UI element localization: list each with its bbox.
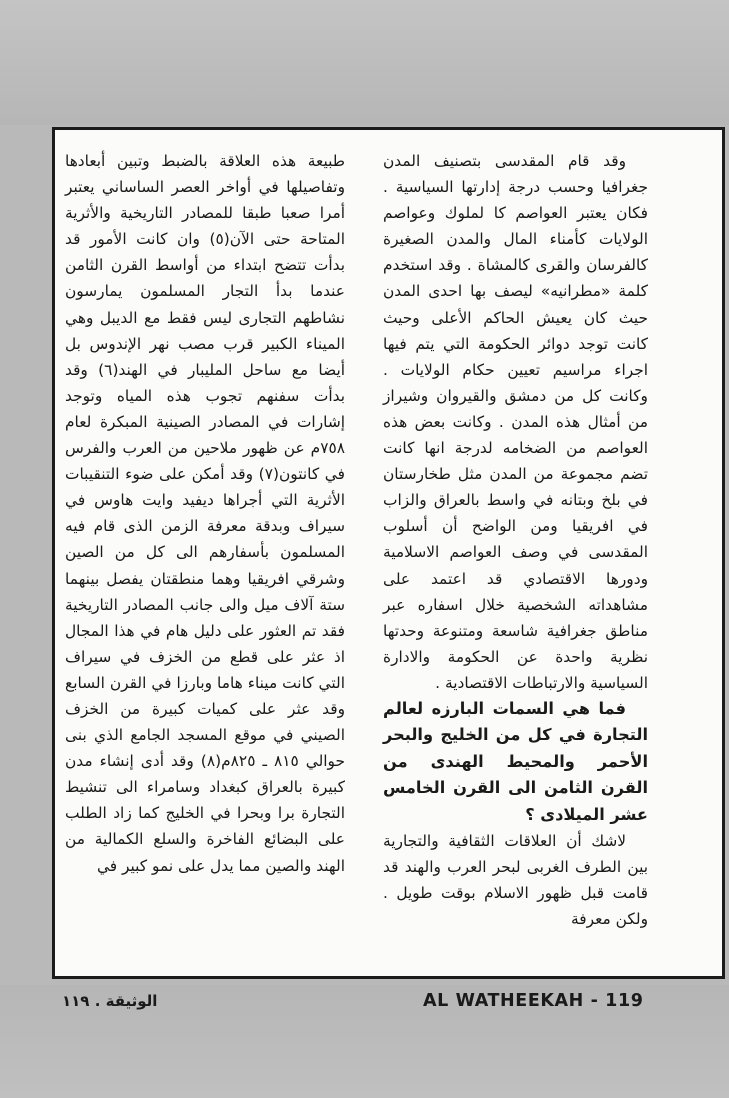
question-heading: فما هي السمات البارزه لعالم التجارة في كل من الخليج والبحر الأحمر والمحيط الهندى من القرن الثامن الى القرن الخامس عشر الميلادى ؟ (383, 698, 648, 824)
left-text-column (65, 148, 345, 879)
paragraph-trade-relations: لاشك أن العلاقات الثقافية والتجارية بين الطرف الغربى لبحر العرب والهند قد قامت قبل ظهور الاسلام بوقت طويل . ولكن معرفة (383, 832, 648, 929)
article-page-frame (52, 127, 725, 979)
paragraph-capitals-classification: وقد قام المقدسى بتصنيف المدن جغرافيا وحسب درجة إدارتها السياسية . فكان يعتبر العواصم كا لملوك وعواصم الولايات كأمناء المال والمدن الصغيرة كالفرسان والقرى كالمشاة . وقد استخدم كلمة «مطرانيه» ليصف بها احدى المدن حيث كان يعيش الحاكم الأعلى وحيث كانت توجد دوائر الحكومة التي يتم فيها اجراء مراسيم تعيين حكام الولايات . وكانت كل من دمشق والقيروان وشيراز من أمثال هذه المدن . وكانت بعض هذه العواصم من الضخامه لدرجة انها كانت تضم مجموعة من المدن مثل طخارستان في بلخ وبتانه في واسط بالعراق والزاب في افريقيا ومن الواضح أن أسلوب المقدسى في وصف العواصم الاسلامية ودورها الاقتصادي قد اعتمد على مشاهداته الشخصية خلال اسفاره عبر مناطق جغرافية شاسعة ومتنوعة وحدتها نظرية واحدة عن الحكومة والادارة السياسية والارتباطات الاقتصادية . (383, 152, 648, 692)
right-text-column (383, 148, 648, 932)
page-footer (0, 988, 729, 1028)
scan-background-top (0, 0, 729, 125)
arabic-page-number: الوثيقة . ١١٩ (62, 992, 158, 1010)
english-page-number: AL WATHEEKAH - 119 (423, 991, 644, 1011)
paragraph-trade-history: طبيعة هذه العلاقة بالضبط وتبين أبعادها وتفاصيلها في أواخر العصر الساساني يعتبر أمرا صعبا طبقا للمصادر التاريخية والأثرية المتاحة حتى الآن(٥) وان كانت الأمور قد بدأت تتضح ابتداء من أواسط القرن الثامن عندما بدأ التجار المسلمون يمارسون نشاطهم التجارى ليس فقط مع الديبل وهي الميناء الكبير قرب مصب نهر الإندوس بل أيضا مع ساحل المليبار في الهند(٦) وقد بدأت سفنهم تجوب هذه المياه وتوجد إشارات في المصادر الصينية المبكرة لعام ٧٥٨م عن ظهور ملاحين من العرب والفرس في كانتون(٧) وقد أمكن على ضوء التنقيبات الأثرية التي أجراها ديفيد وايت هاوس في سيراف وبدقة معرفة الزمن الذى قام فيه المسلمون بأسفارهم الى كل من الصين وشرقي افريقيا وهما منطقتان يفصل بينهما ستة آلاف ميل والى جانب المصادر التاريخية فقد تم العثور على دليل هام في هذا المجال اذ عثر على قطع من الخزف في سيراف التي كانت ميناء هاما وبارزا في القرن السابع وقد عثر على كميات كبيرة من الخزف الصيني في موقع المسجد الجامع الذي بنى حوالي ٨١٥ ـ ٨٢٥م(٨) وقد أدى إنشاء مدن كبيرة بالعراق كبغداد وسامراء الى تنشيط التجارة برا وبحرا في الخليج كما زاد الطلب على البضائع الفاخرة والسلع الكمالية من الهند والصين مما يدل على نمو كبير في (65, 152, 346, 875)
